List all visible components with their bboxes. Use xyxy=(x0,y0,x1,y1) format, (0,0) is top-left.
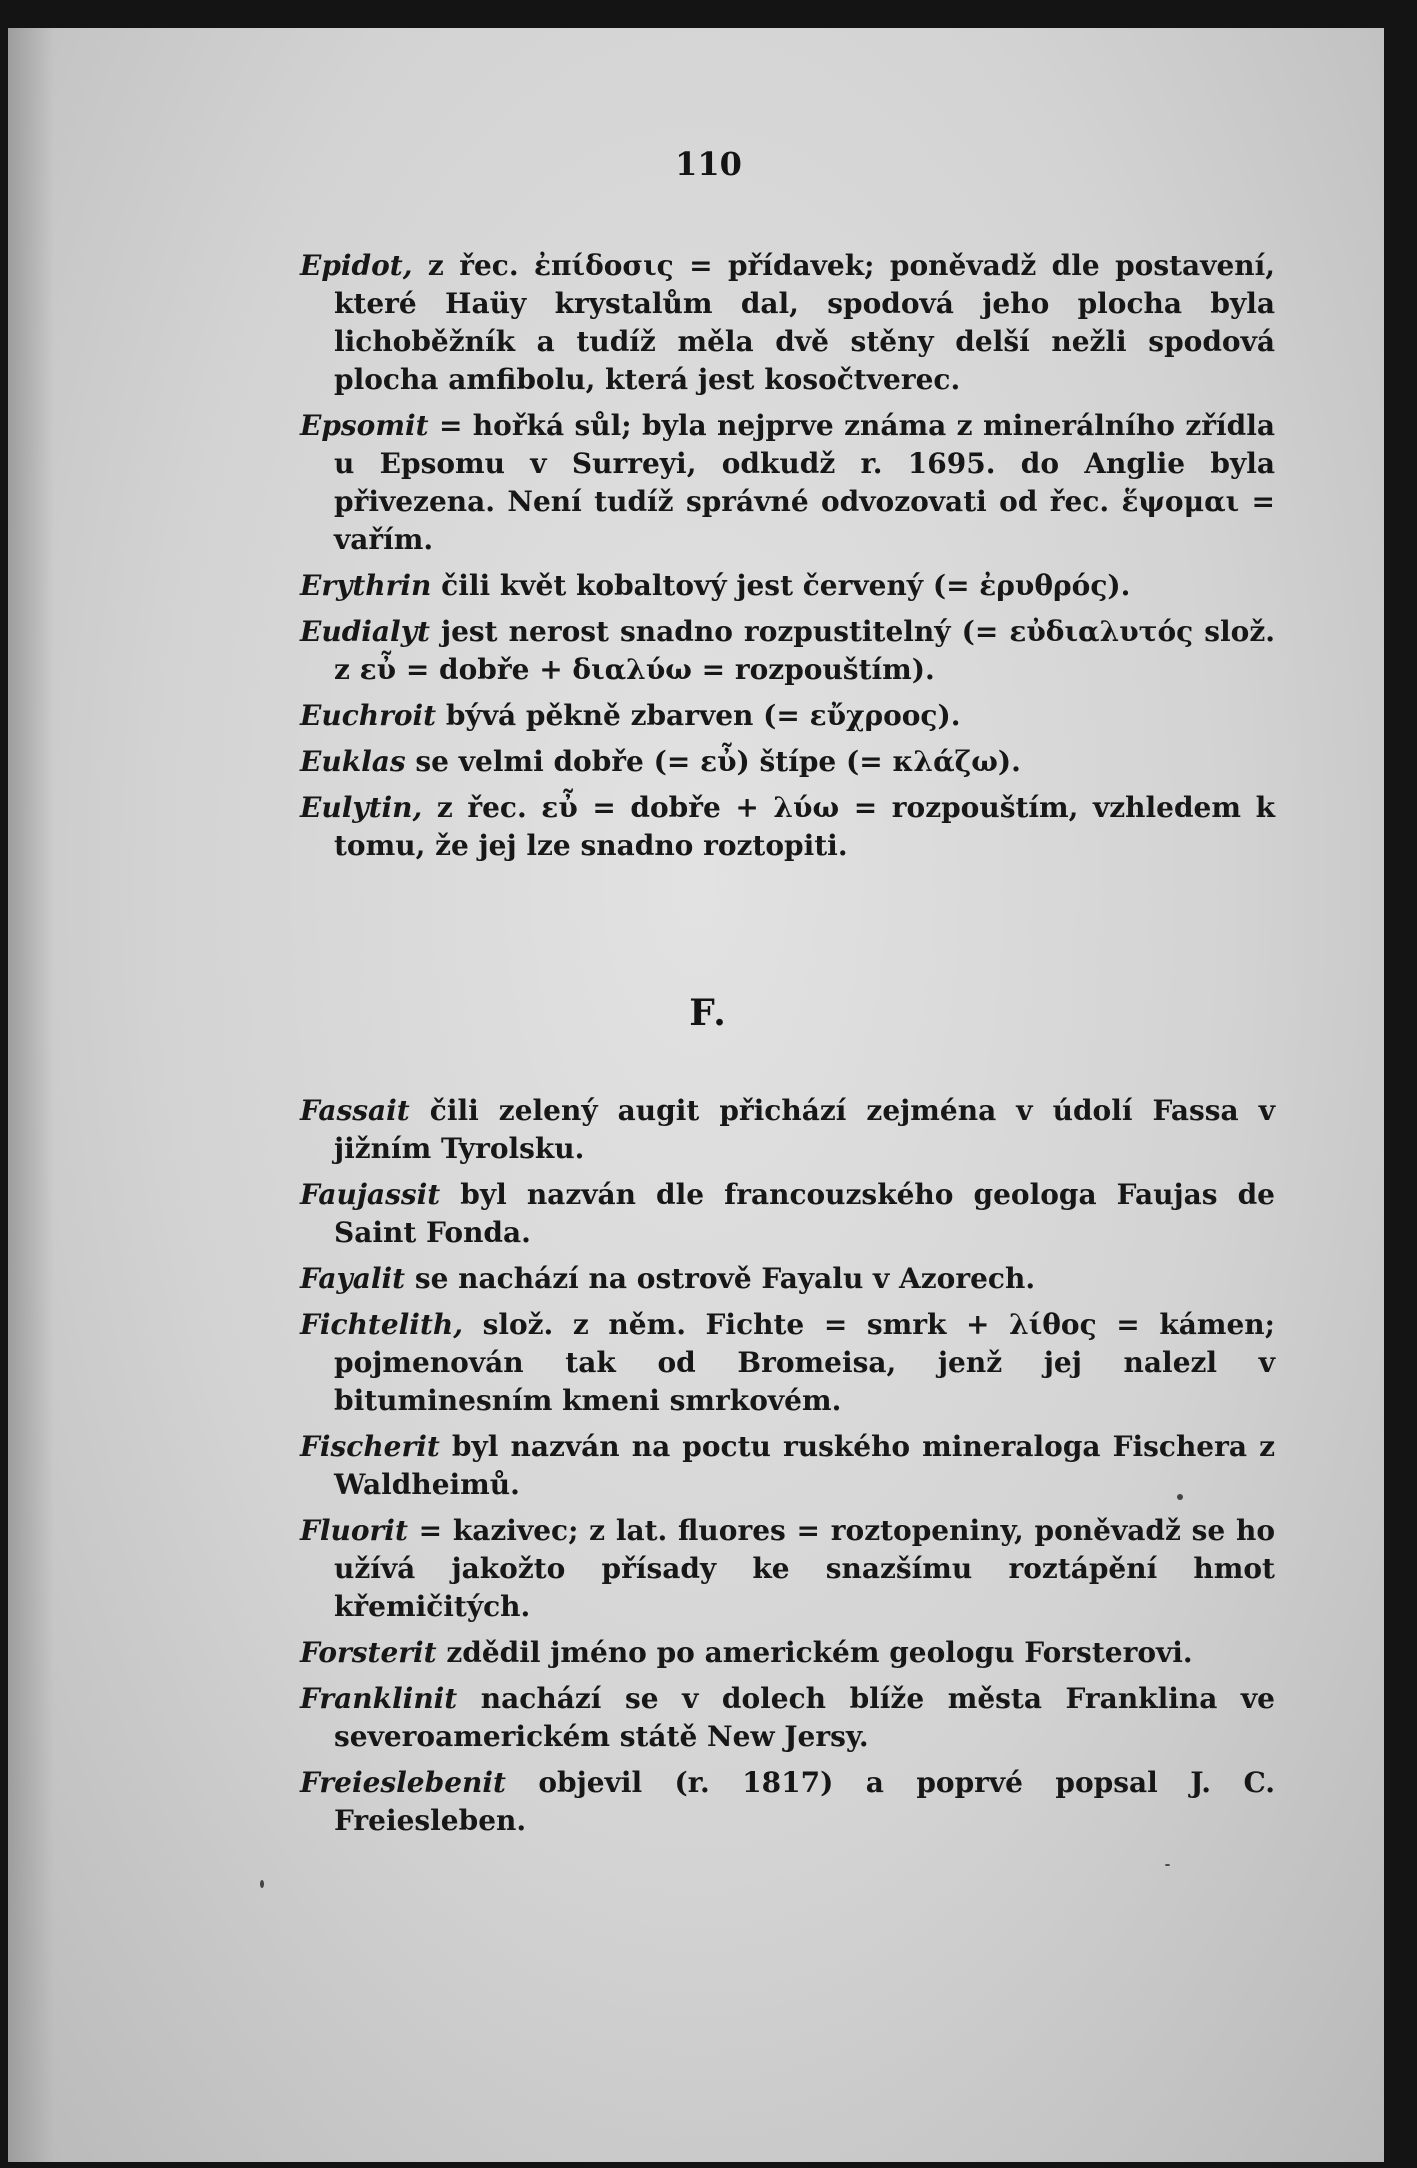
entry-term: Euchroit xyxy=(300,699,437,732)
entry-term: Fischerit xyxy=(300,1430,440,1463)
entry-term: Fluorit xyxy=(300,1514,408,1547)
ink-speck xyxy=(1177,1494,1183,1500)
dictionary-entry xyxy=(300,1260,1275,1298)
page-number: 110 xyxy=(675,145,742,183)
entry-definition: z řec. εὖ = dobře + λύω = rozpouštím, vzhledem k tomu, že jej lze snadno roztopiti. xyxy=(334,791,1275,862)
entry-definition: byl nazván dle francouzského geologa Faujas de Saint Fonda. xyxy=(334,1178,1275,1249)
dictionary-entry xyxy=(300,743,1275,781)
dictionary-entry xyxy=(300,1092,1275,1168)
dictionary-entry xyxy=(300,567,1275,605)
entry-definition: se velmi dobře (= εὖ) štípe (= κλάζω). xyxy=(405,745,1021,778)
dictionary-entry xyxy=(300,1764,1275,1840)
entry-term: Euklas xyxy=(300,745,406,778)
ink-speck xyxy=(1165,1864,1170,1866)
entries-e-section xyxy=(300,247,1275,873)
entry-definition: z řec. ἐπίδοσις = přídavek; poněvadž dle postavení, které Haüy krystalům dal, spodová jeho plocha byla lichoběžník a tudíž měla dvě stěny delší nežli spodová plocha amfibolu, která jest kosočtverec. xyxy=(334,249,1275,396)
ink-speck xyxy=(260,1880,264,1888)
dictionary-entry xyxy=(300,1306,1275,1420)
entry-definition: objevil (r. 1817) a poprvé popsal J. C. Freiesleben. xyxy=(334,1766,1275,1837)
dictionary-entry xyxy=(300,697,1275,735)
entry-definition: = hořká sůl; byla nejprve známa z minerálního zřídla u Epsomu v Surreyi, odkudž r. 1695. do Anglie byla přivezena. Není tudíž správné odvozovati od řec. ἕψομαι = vařím. xyxy=(334,409,1275,556)
entry-term: Forsterit xyxy=(300,1636,437,1669)
entry-definition: čili zelený augit přichází zejména v údolí Fassa v jižním Tyrolsku. xyxy=(334,1094,1275,1165)
entry-term: Erythrin xyxy=(300,569,432,602)
paper-edge-shadow xyxy=(8,28,54,2162)
entry-definition: čili květ kobaltový jest červený (= ἐρυθρός). xyxy=(431,569,1131,602)
dictionary-entry xyxy=(300,1176,1275,1252)
dictionary-entry xyxy=(300,407,1275,559)
entry-definition: = kazivec; z lat. fluores = roztopeniny, poněvadž se ho užívá jakožto přísady ke snazšímu roztápění hmot křemičitých. xyxy=(334,1514,1275,1623)
entry-term: Fichtelith, xyxy=(300,1308,463,1341)
entry-definition: jest nerost snadno rozpustitelný (= εὐδιαλυτός slož. z εὖ = dobře + διαλύω = rozpouštím). xyxy=(334,615,1275,686)
entry-term: Epidot, xyxy=(300,249,413,282)
dictionary-entry xyxy=(300,1512,1275,1626)
entry-definition: zdědil jméno po americkém geologu Forsterovi. xyxy=(436,1636,1193,1669)
entry-term: Eulytin, xyxy=(300,791,423,824)
dictionary-entry xyxy=(300,789,1275,865)
entry-term: Fayalit xyxy=(300,1262,406,1295)
entry-definition: nachází se v dolech blíže města Franklina ve severoamerickém státě New Jersy. xyxy=(334,1682,1275,1753)
entries-f-section xyxy=(300,1092,1275,1848)
entry-term: Franklinit xyxy=(300,1682,458,1715)
entry-term: Faujassit xyxy=(300,1178,441,1211)
entry-definition: byl nazván na poctu ruského mineraloga Fischera z Waldheimů. xyxy=(334,1430,1275,1501)
dictionary-entry xyxy=(300,247,1275,399)
section-heading: F. xyxy=(689,992,728,1034)
entry-term: Fassait xyxy=(300,1094,410,1127)
entry-term: Eudialyt xyxy=(300,615,430,648)
entry-definition: bývá pěkně zbarven (= εὔχροος). xyxy=(436,699,961,732)
dictionary-entry xyxy=(300,1428,1275,1504)
dictionary-entry xyxy=(300,1634,1275,1672)
dictionary-entry xyxy=(300,613,1275,689)
entry-definition: se nachází na ostrově Fayalu v Azorech. xyxy=(405,1262,1036,1295)
dictionary-entry xyxy=(300,1680,1275,1756)
entry-term: Epsomit xyxy=(300,409,429,442)
entry-definition: slož. z něm. Fichte = smrk + λίθος = kámen; pojmenován tak od Bromeisa, jenž jej nalezl v bituminesním kmeni smrkovém. xyxy=(334,1308,1275,1417)
entry-term: Freieslebenit xyxy=(300,1766,506,1799)
